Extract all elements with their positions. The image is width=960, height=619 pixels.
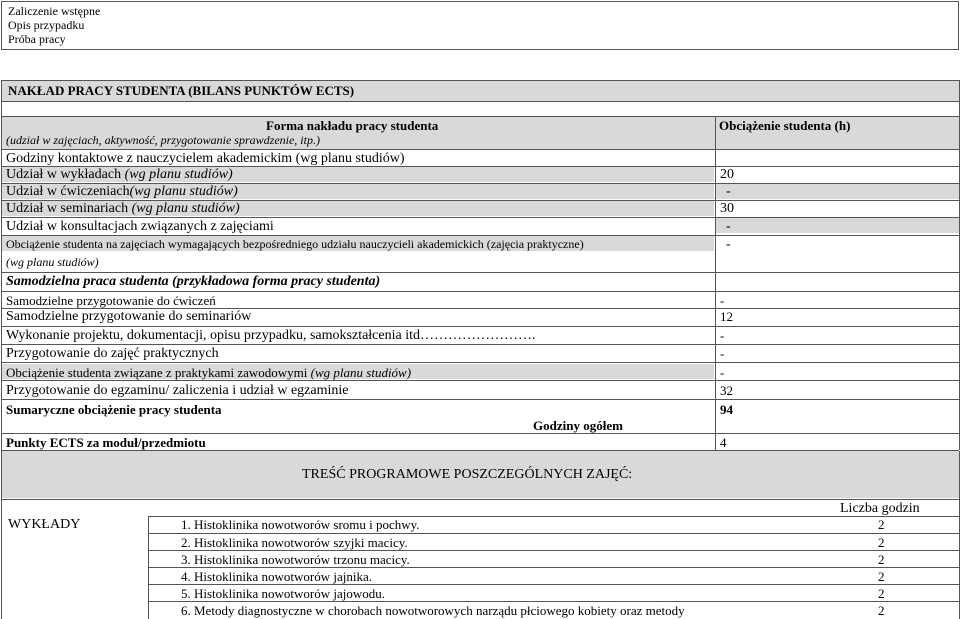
practical-value: - bbox=[726, 237, 731, 252]
self-seminar-value: 12 bbox=[720, 309, 733, 324]
seminar-participation-value: 30 bbox=[720, 201, 734, 216]
consultation-participation-label: Udział w konsultacjach związanych z zajęciami bbox=[6, 219, 274, 234]
row-shade bbox=[716, 184, 959, 199]
lecture-1-title: 1. Histoklinika nowotworów sromu i pochwy. bbox=[181, 517, 420, 532]
lecture-3-title: 3. Histoklinika nowotworów trzonu macicy. bbox=[181, 552, 410, 567]
lecture-participation-label: Udział w wykładach (wg planu studiów) bbox=[6, 167, 233, 182]
lecture-6-hours: 2 bbox=[878, 603, 885, 618]
lecture-4-title: 4. Histoklinika nowotworów jajnika. bbox=[181, 569, 373, 584]
lecture-4-hours: 2 bbox=[878, 569, 885, 584]
project-value: - bbox=[720, 328, 725, 343]
assessment-line-2: Opis przypadku bbox=[8, 18, 85, 32]
workload-title: NAKŁAD PRACY STUDENTA (BILANS PUNKTÓW ECTS) bbox=[8, 83, 355, 98]
program-title: TREŚĆ PROGRAMOWE POSZCZEGÓLNYCH ZAJĘĆ: bbox=[302, 467, 633, 482]
total-label: Sumaryczne obciążenie pracy studenta bbox=[6, 402, 222, 417]
total-value: 94 bbox=[720, 402, 733, 417]
exam-prep-value: 32 bbox=[720, 383, 733, 398]
lecture-participation-value: 20 bbox=[720, 167, 734, 182]
form-header: Forma nakładu pracy studenta bbox=[266, 118, 439, 133]
lecture-5-title: 5. Histoklinika nowotworów jajowodu. bbox=[181, 586, 386, 601]
practical-label-line1: Obciążenie studenta na zajęciach wymagających bezpośredniego udziału nauczycieli akademickich (zajęcia praktyczne) bbox=[6, 237, 584, 251]
self-exercise-label: Samodzielne przygotowanie do ćwiczeń bbox=[6, 293, 216, 308]
assessment-line-3: Próba pracy bbox=[8, 32, 66, 46]
hours-header: Liczba godzin bbox=[840, 501, 920, 516]
lecture-2-hours: 2 bbox=[878, 535, 885, 550]
total-sub-label: Godziny ogółem bbox=[533, 418, 623, 433]
seminar-participation-label: Udział w seminariach (wg planu studiów) bbox=[6, 201, 240, 216]
ects-label: Punkty ECTS za moduł/przedmiotu bbox=[6, 435, 206, 450]
lecture-6-title: 6. Metody diagnostyczne w chorobach nowotworowych narządu płciowego kobiety oraz metody bbox=[181, 603, 685, 618]
project-label: Wykonanie projektu, dokumentacji, opisu przypadku, samokształcenia itd……………………. bbox=[6, 328, 536, 343]
internship-label: Obciążenie studenta związane z praktykami zawodowymi (wg planu studiów) bbox=[6, 365, 412, 380]
exercise-participation-value: - bbox=[726, 184, 731, 199]
practical-label-line2: (wg planu studiów) bbox=[6, 255, 99, 269]
load-header: Obciążenie studenta (h) bbox=[719, 118, 851, 133]
self-seminar-label: Samodzielne przygotowanie do seminariów bbox=[6, 309, 252, 324]
exam-prep-label: Przygotowanie do egzaminu/ zaliczenia i udział w egzaminie bbox=[6, 383, 349, 398]
contact-header: Godziny kontaktowe z nauczycielem akademickim (wg planu studiów) bbox=[6, 151, 405, 166]
lecture-5-hours: 2 bbox=[878, 586, 885, 601]
self-work-header: Samodzielna praca studenta (przykładowa forma pracy studenta) bbox=[6, 274, 381, 289]
ects-value: 4 bbox=[720, 435, 727, 450]
exercise-participation-label: Udział w ćwiczeniach(wg planu studiów) bbox=[6, 184, 238, 199]
practical-prep-label: Przygotowanie do zajęć praktycznych bbox=[6, 346, 219, 361]
consultation-participation-value: - bbox=[726, 219, 731, 234]
assessment-line-1: Zaliczenie wstępne bbox=[8, 4, 101, 18]
row-shade bbox=[716, 218, 959, 233]
self-exercise-value: - bbox=[720, 293, 725, 308]
form-header-note: (udział w zajęciach, aktywność, przygotowanie sprawdzenie, itp.) bbox=[6, 133, 320, 147]
lecture-1-hours: 2 bbox=[878, 517, 885, 532]
assessment-box bbox=[1, 1, 959, 50]
lectures-section-label: WYKŁADY bbox=[8, 517, 81, 532]
internship-value: - bbox=[720, 365, 725, 380]
lecture-3-hours: 2 bbox=[878, 552, 885, 567]
lecture-2-title: 2. Histoklinika nowotworów szyjki macicy. bbox=[181, 535, 408, 550]
practical-prep-value: - bbox=[720, 346, 725, 361]
